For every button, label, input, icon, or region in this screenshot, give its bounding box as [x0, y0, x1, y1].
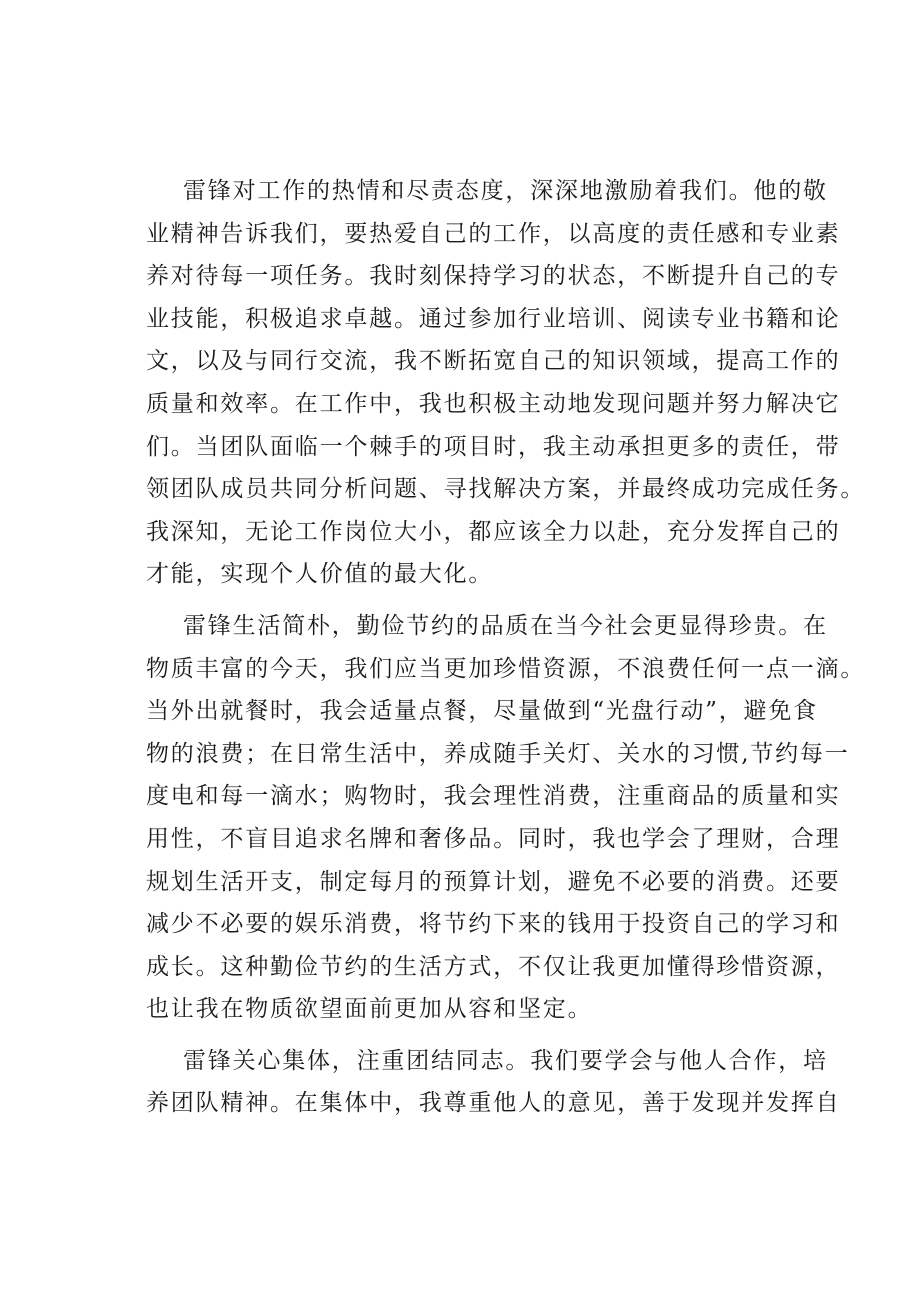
text-line: 用性，不盲目追求名牌和奢侈品。同时，我也学会了理财，合理	[146, 825, 841, 852]
text-line: 也让我在物质欲望面前更加从容和坚定。	[146, 996, 593, 1023]
paragraph	[146, 1040, 841, 1125]
text-line: 雷锋生活简朴，勤俭节约的品质在当今社会更显得珍贵。在	[183, 612, 828, 639]
paragraph	[146, 170, 866, 596]
text-line: 业精神告诉我们，要热爱自己的工作，以高度的责任感和专业素	[146, 220, 841, 247]
text-line: 物的浪费；在日常生活中，养成随手关灯、关水的习惯,节约每一	[146, 740, 850, 767]
text-line: 雷锋关心集体，注重团结同志。我们要学会与他人合作，培	[183, 1047, 828, 1074]
paragraph	[146, 605, 866, 1031]
text-line: 减少不必要的娱乐消费，将节约下来的钱用于投资自己的学习和	[146, 911, 841, 938]
text-line: 领团队成员共同分析问题、寻找解决方案，并最终成功完成任务。	[146, 476, 866, 503]
paragraph-spacing	[146, 1031, 796, 1040]
document-body	[146, 170, 866, 1125]
text-line: 规划生活开支，制定每月的预算计划，避免不必要的消费。还要	[146, 868, 841, 895]
text-line: 养团队精神。在集体中，我尊重他人的意见，善于发现并发挥自	[146, 1090, 841, 1117]
text-line: 雷锋对工作的热情和尽责态度，深深地激励着我们。他的敬	[183, 178, 828, 204]
text-line: 才能，实现个人价值的最大化。	[146, 561, 494, 588]
text-line: 业技能，积极追求卓越。通过参加行业培训、阅读专业书籍和论	[146, 305, 841, 332]
text-line: 质量和效率。在工作中，我也积极主动地发现问题并努力解决它	[146, 390, 841, 417]
text-line: 我深知，无论工作岗位大小，都应该全力以赴，充分发挥自己的	[146, 518, 841, 545]
text-line: 成长。这种勤俭节约的生活方式，不仅让我更加懂得珍惜资源，	[146, 953, 841, 980]
text-line: 度电和每一滴水；购物时，我会理性消费，注重商品的质量和实	[146, 783, 841, 810]
text-line: 物质丰富的今天，我们应当更加珍惜资源，不浪费任何一点一滴。	[146, 655, 866, 682]
text-line: 当外出就餐时，我会适量点餐，尽量做到“光盘行动”，避免食	[146, 698, 818, 725]
text-line: 文，以及与同行交流，我不断拓宽自己的知识领域，提高工作的	[146, 348, 841, 375]
text-line: 养对待每一项任务。我时刻保持学习的状态，不断提升自己的专	[146, 263, 841, 290]
text-line: 们。当团队面临一个棘手的项目时，我主动承担更多的责任，带	[146, 433, 841, 460]
paragraph-spacing	[146, 596, 796, 605]
